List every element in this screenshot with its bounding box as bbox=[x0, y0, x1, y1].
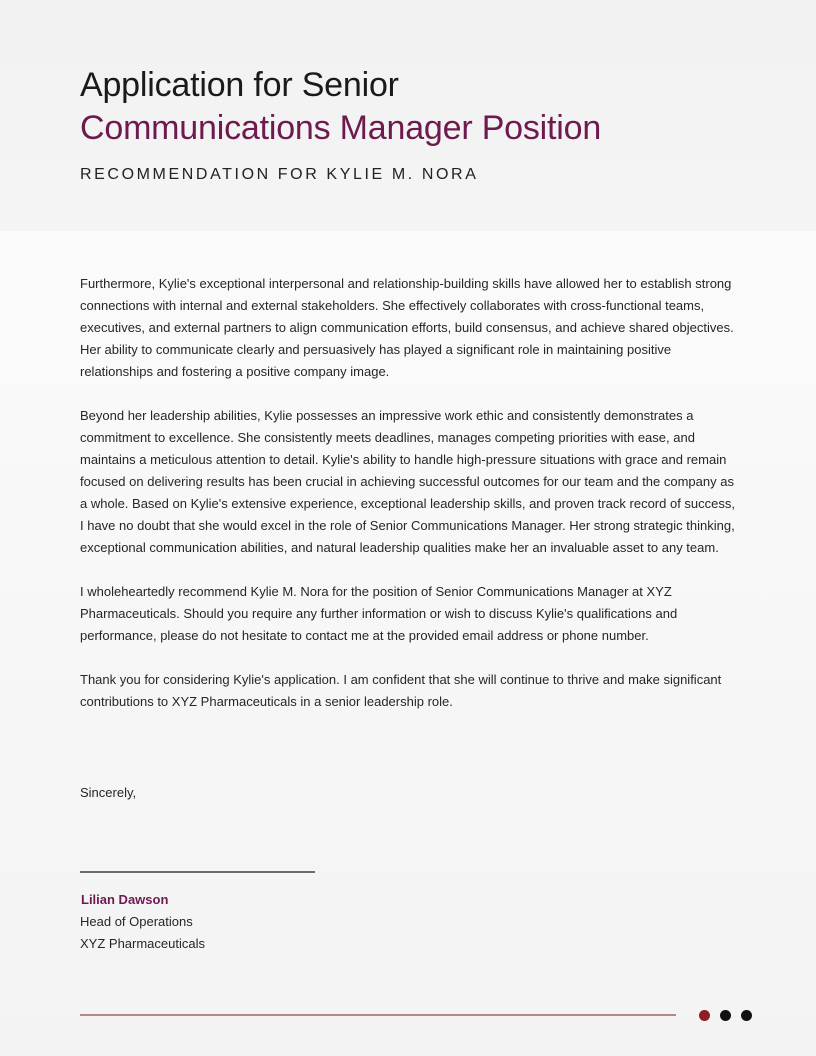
page-title-line1: Application for Senior bbox=[80, 66, 399, 104]
page-subtitle: RECOMMENDATION FOR KYLIE M. NORA bbox=[80, 166, 479, 183]
dot-icon-dark bbox=[741, 1010, 752, 1021]
page-title-line2: Communications Manager Position bbox=[80, 109, 602, 147]
footer-dots bbox=[699, 1010, 752, 1021]
signature-line bbox=[80, 871, 315, 873]
dot-icon-dark bbox=[720, 1010, 731, 1021]
signatory-company: XYZ Pharmaceuticals bbox=[80, 936, 205, 951]
signatory-title: Head of Operations bbox=[80, 914, 193, 929]
letter-paragraph: Thank you for considering Kylie's application. I am confident that she will continue to thrive and make significant contributions to XYZ Pharmaceuticals in a senior leadership role. bbox=[80, 672, 722, 709]
letter-body bbox=[80, 273, 740, 735]
header-band bbox=[0, 0, 816, 231]
dot-icon-red bbox=[699, 1010, 710, 1021]
letter-paragraph: Furthermore, Kylie's exceptional interpersonal and relationship-building skills have allowed her to establish strong connections with internal and external stakeholders. She effectively collaborates with cross-functional teams, executives, and external partners to align communication efforts, build consensus, and achieve shared objectives. Her ability to communicate clearly and persuasively has played a significant role in maintaining positive relationships and fostering a positive company image. bbox=[80, 276, 734, 379]
footer-divider bbox=[80, 1014, 676, 1016]
letter-closing: Sincerely, bbox=[80, 785, 137, 800]
letter-paragraph: I wholeheartedly recommend Kylie M. Nora for the position of Senior Communications Manager at XYZ Pharmaceuticals. Should you require any further information or wish to discuss Kylie's qualifications and performance, please do not hesitate to contact me at the provided email address or phone number. bbox=[80, 584, 678, 643]
letter-paragraph: Beyond her leadership abilities, Kylie possesses an impressive work ethic and consistently demonstrates a commitment to excellence. She consistently meets deadlines, manages competing priorities with ease, and maintains a meticulous attention to detail. Kylie's ability to handle high-pressure situations with grace and remain focused on delivering results has been crucial in achieving successful outcomes for our team and the company as a whole. Based on Kylie's extensive experience, exceptional leadership skills, and proven track record of success, I have no doubt that she would excel in the role of Senior Communications Manager. Her strong strategic thinking, exceptional communication abilities, and natural leadership qualities make her an invaluable asset to any team. bbox=[80, 408, 735, 555]
signatory-name: Lilian Dawson bbox=[81, 892, 169, 907]
